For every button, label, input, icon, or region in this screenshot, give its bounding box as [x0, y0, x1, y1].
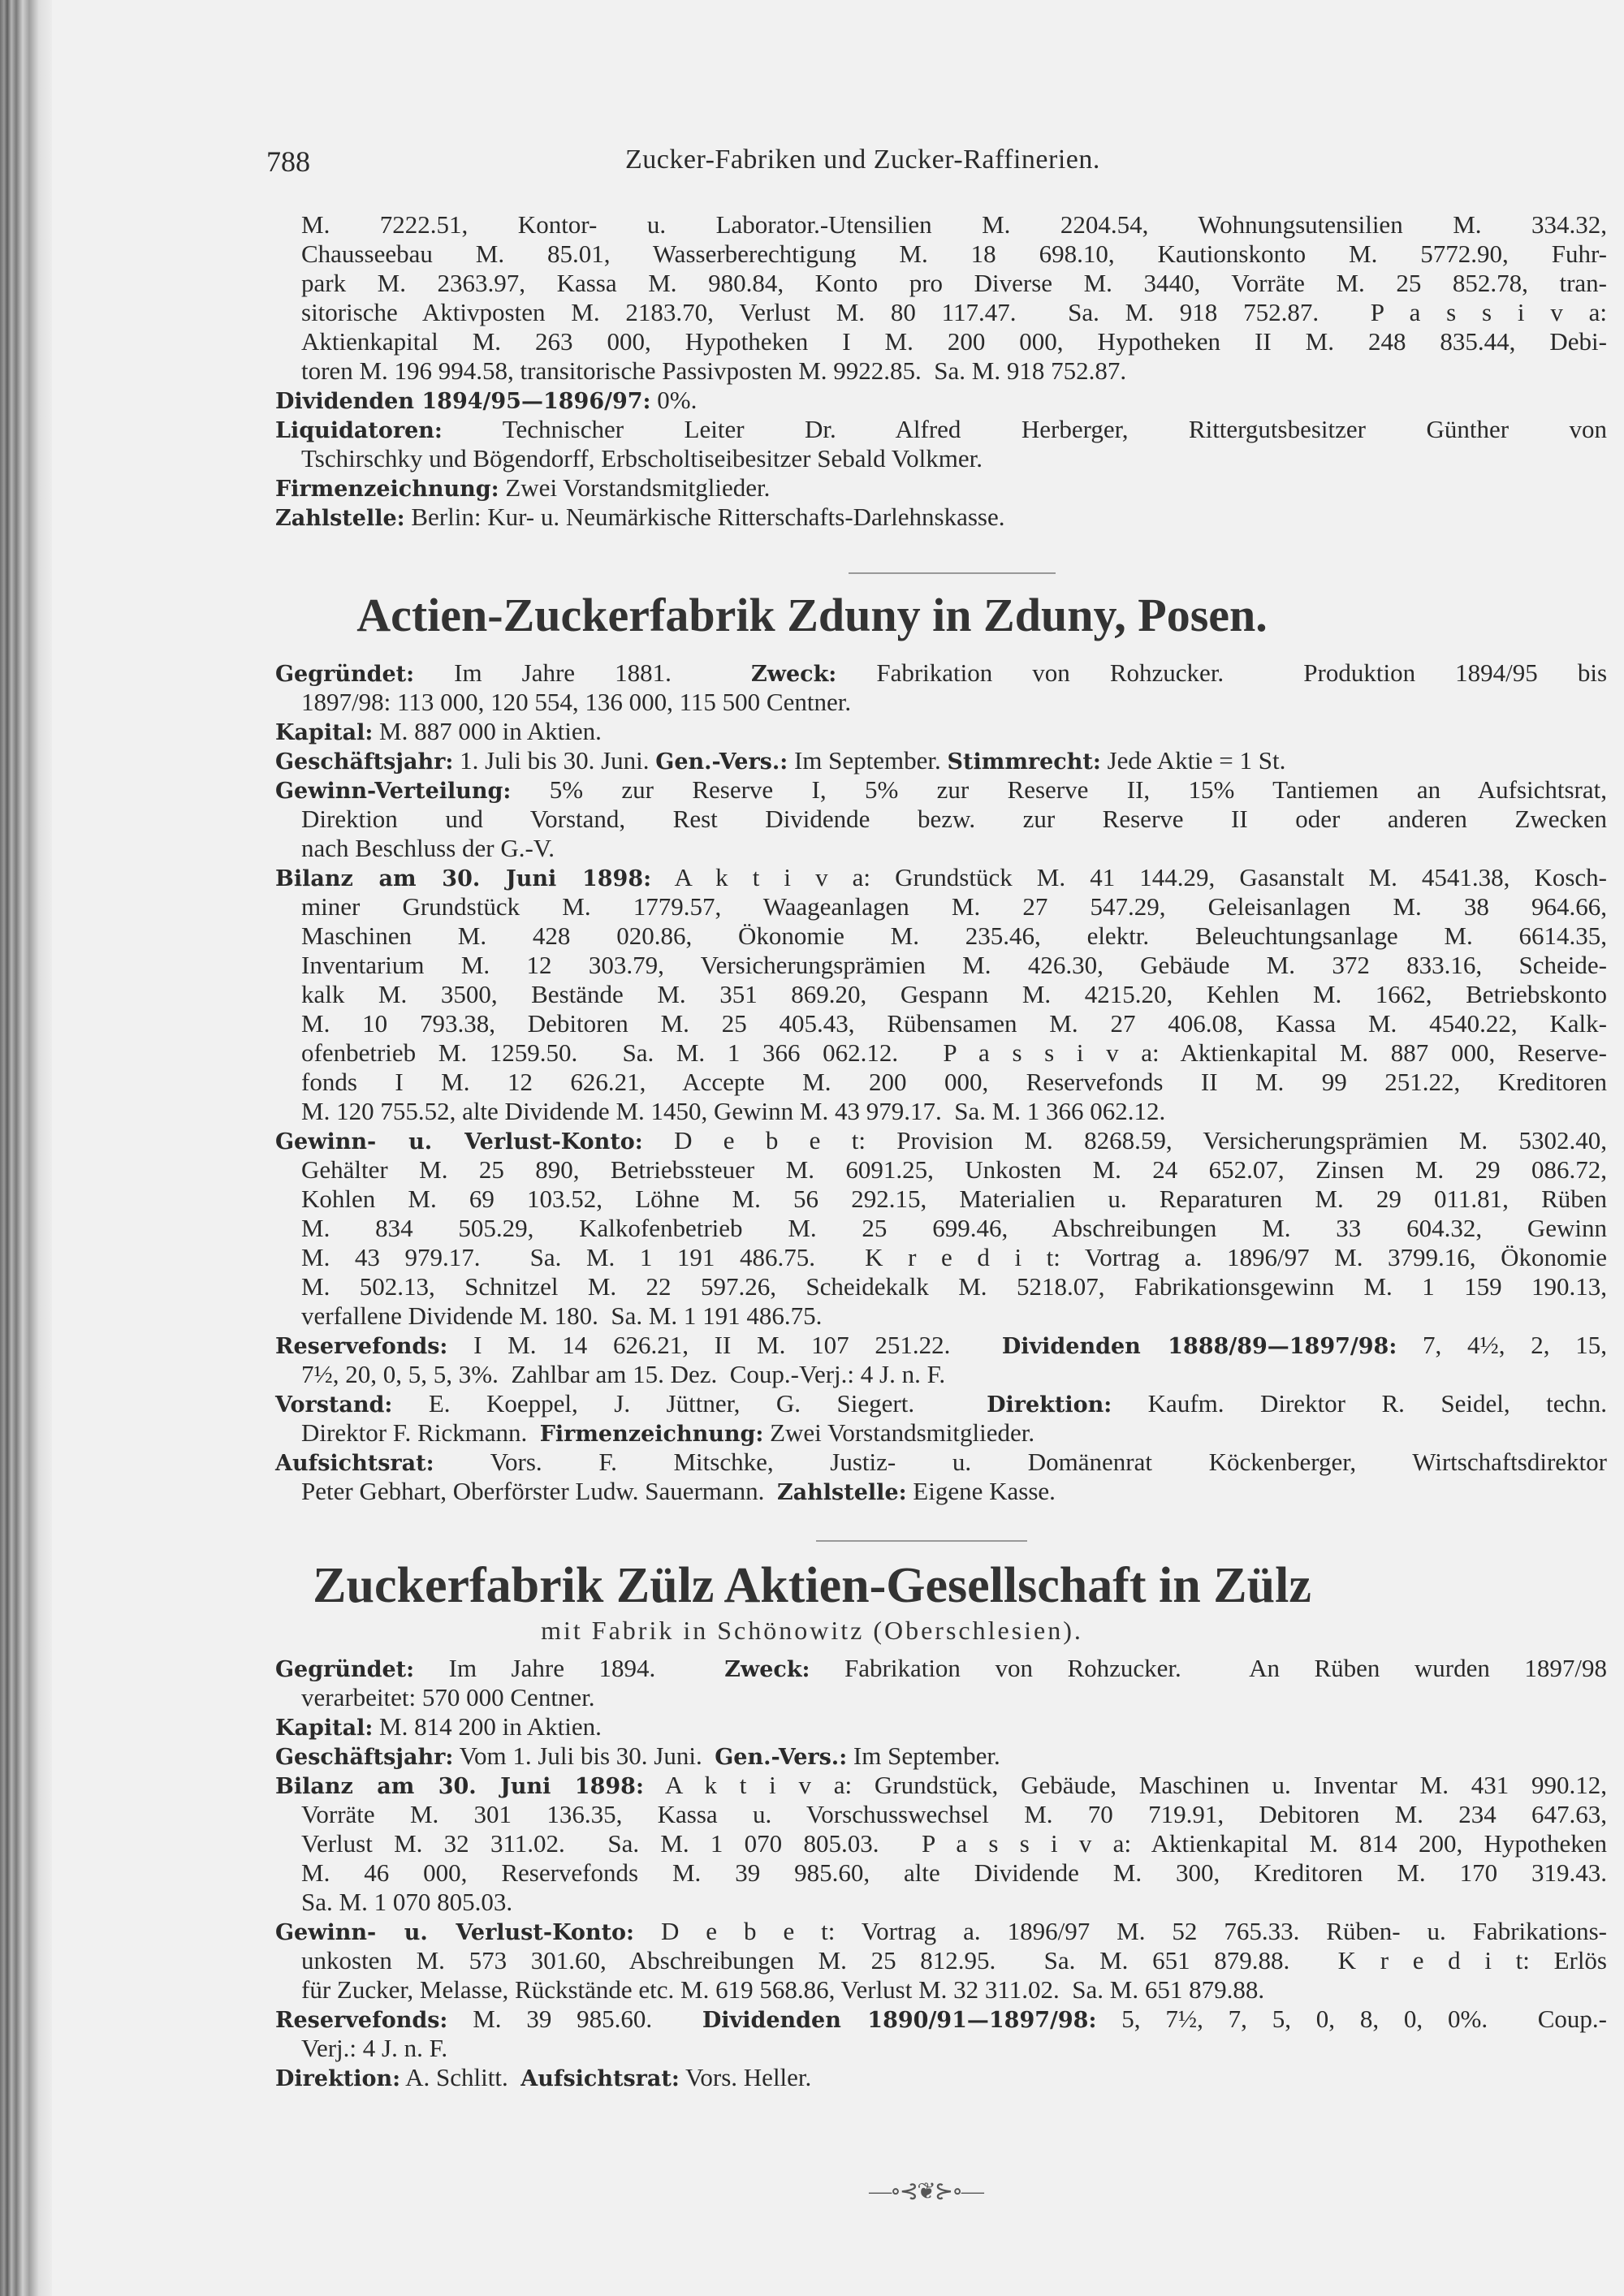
- field-text: Vors. Heller.: [679, 2063, 812, 2091]
- running-head: Zucker-Fabriken und Zucker-Raffinerien.: [625, 145, 1100, 175]
- text-line: [275, 863, 1607, 892]
- text-line: [275, 1888, 1607, 1917]
- field-label: Liquidatoren:: [275, 418, 443, 443]
- field-text: 5% zur Reserve I, 5% zur Reserve II, 15% Tantiemen an Aufsichtsrat,: [511, 775, 1607, 804]
- field-text: A. Schlitt.: [400, 2063, 521, 2091]
- field-label: Zweck:: [751, 662, 837, 687]
- text-line: [275, 1800, 1607, 1829]
- text-line: [275, 1068, 1607, 1097]
- field-label: Zahlstelle:: [275, 506, 405, 531]
- field-text: miner Grundstück M. 1779.57, Waageanlagen M. 27 547.29, Geleisanlagen M. 38 964.66,: [301, 892, 1607, 921]
- field-text: Im Jahre 1881.: [414, 658, 752, 687]
- field-label: Zweck:: [724, 1657, 810, 1682]
- field-text: ofenbetrieb M. 1259.50. Sa. M. 1 366 062.12. P a s s i v a: Aktienkapital M. 887 000, Reserve-: [301, 1038, 1607, 1067]
- field-text: M. 834 505.29, Kalkofenbetrieb M. 25 699.46, Abschreibungen M. 33 604.32, Gewinn: [301, 1214, 1607, 1242]
- field-text: I M. 14 626.21, II M. 107 251.22.: [447, 1331, 1002, 1359]
- section-continued-entry: [275, 210, 1607, 532]
- text-line: [275, 503, 1607, 532]
- text-line: [275, 1272, 1607, 1301]
- field-text: Eigene Kasse.: [906, 1477, 1056, 1505]
- text-line: [275, 1243, 1607, 1272]
- text-line: [275, 1917, 1607, 1946]
- field-text: Berlin: Kur- u. Neumärkische Ritterschafts-Darlehnskasse.: [404, 503, 1005, 531]
- field-text: M. 39 985.60.: [447, 2005, 702, 2033]
- text-line: [275, 240, 1607, 269]
- field-label: Stimmrecht:: [947, 749, 1101, 775]
- text-line: [275, 1946, 1607, 1975]
- field-label: Aufsichtsrat:: [275, 1451, 434, 1476]
- field-text: 1897/98: 113 000, 120 554, 136 000, 115 500 Centner.: [301, 688, 852, 716]
- field-text: verarbeitet: 570 000 Centner.: [301, 1683, 595, 1711]
- field-text: Direktor F. Rickmann.: [301, 1418, 540, 1447]
- text-line: [275, 415, 1607, 444]
- field-label: Geschäftsjahr:: [275, 1745, 454, 1770]
- field-text: 7½, 20, 0, 5, 5, 3%. Zahlbar am 15. Dez. Coup.-Verj.: 4 J. n. F.: [301, 1360, 946, 1388]
- section-title-zduny: Actien-Zuckerfabrik Zduny in Zduny, Posen.: [356, 589, 1268, 641]
- field-text: Im Jahre 1894.: [414, 1654, 725, 1682]
- text-line: [275, 980, 1607, 1009]
- field-label: Bilanz am 30. Juni 1898:: [275, 866, 652, 891]
- field-label: Firmenzeichnung:: [539, 1422, 764, 1447]
- field-text: M. 46 000, Reservefonds M. 39 985.60, alte Dividende M. 300, Kreditoren M. 170 319.43.: [301, 1858, 1607, 1887]
- field-label: Gegründet:: [275, 662, 415, 687]
- field-text: Jede Aktie = 1 St.: [1100, 746, 1286, 775]
- field-text: fonds I M. 12 626.21, Accepte M. 200 000, Reservefonds II M. 99 251.22, Kreditoren: [301, 1068, 1607, 1096]
- field-text: Fabrikation von Rohzucker. Produktion 1894/95 bis: [836, 658, 1608, 687]
- text-line: [275, 327, 1607, 356]
- text-line: [275, 210, 1607, 240]
- text-line: [275, 658, 1607, 688]
- text-line: [275, 892, 1607, 921]
- text-line: [275, 1185, 1607, 1214]
- field-label: Gegründet:: [275, 1657, 415, 1682]
- text-line: [275, 1858, 1607, 1888]
- field-label: Firmenzeichnung:: [275, 477, 499, 502]
- field-text: M. 43 979.17. Sa. M. 1 191 486.75. K r e d i t: Vortrag a. 1896/97 M. 3799.16, Ökonomie: [301, 1243, 1607, 1271]
- field-text: Kohlen M. 69 103.52, Löhne M. 56 292.15, Materialien u. Reparaturen M. 29 011.81, Rüben: [301, 1185, 1607, 1213]
- text-line: [275, 1038, 1607, 1068]
- field-text: Zwei Vorstandsmitglieder.: [763, 1418, 1035, 1447]
- text-line: [275, 298, 1607, 327]
- field-text: Fabrikation von Rohzucker. An Rüben wurden 1897/98: [810, 1654, 1608, 1682]
- text-line: [275, 1741, 1607, 1771]
- field-label: Reservefonds:: [275, 1334, 448, 1359]
- field-label: Gewinn-Verteilung:: [275, 779, 512, 804]
- field-text: Direktion und Vorstand, Rest Dividende bezw. zur Reserve II oder anderen Zwecken: [301, 805, 1607, 833]
- field-text: M. 814 200 in Aktien.: [373, 1712, 602, 1741]
- field-text: Aktienkapital M. 263 000, Hypotheken I M. 200 000, Hypotheken II M. 248 835.44, Debi-: [301, 327, 1607, 356]
- text-line: [275, 1360, 1607, 1389]
- text-line: [275, 1214, 1607, 1243]
- text-line: [275, 1301, 1607, 1331]
- field-text: Zwei Vorstandsmitglieder.: [499, 473, 771, 502]
- field-text: M. 887 000 in Aktien.: [373, 717, 602, 745]
- field-text: Verj.: 4 J. n. F.: [301, 2034, 448, 2062]
- field-text: Gehälter M. 25 890, Betriebssteuer M. 6091.25, Unkosten M. 24 652.07, Zinsen M. 29 086.72,: [301, 1155, 1607, 1184]
- text-line: [275, 775, 1607, 805]
- field-label: Gen.-Vers.:: [715, 1745, 848, 1770]
- text-line: [275, 1654, 1607, 1683]
- field-text: Im September.: [788, 746, 948, 775]
- end-ornament: —∘⊰❦⊱∘—: [869, 2179, 983, 2204]
- text-line: [275, 805, 1607, 834]
- text-line: [275, 444, 1607, 473]
- field-text: für Zucker, Melasse, Rückstände etc. M. 619 568.86, Verlust M. 32 311.02. Sa. M. 651 879.88.: [301, 1975, 1265, 2004]
- text-line: [275, 834, 1607, 863]
- section-zuelz: [275, 1654, 1607, 2092]
- field-label: Direktion:: [987, 1392, 1112, 1418]
- text-line: [275, 1418, 1607, 1448]
- text-line: [275, 688, 1607, 717]
- text-line: [275, 1331, 1607, 1360]
- text-line: [275, 717, 1607, 746]
- text-line: [275, 473, 1607, 503]
- field-text: Chausseebau M. 85.01, Wasserberechtigung M. 18 698.10, Kautionskonto M. 5772.90, Fuhr-: [301, 240, 1607, 268]
- field-text: kalk M. 3500, Bestände M. 351 869.20, Gespann M. 4215.20, Kehlen M. 1662, Betriebskonto: [301, 980, 1607, 1008]
- field-label: Zahlstelle:: [776, 1480, 907, 1505]
- field-text: M. 7222.51, Kontor- u. Laborator.-Utensilien M. 2204.54, Wohnungsutensilien M. 334.32,: [301, 210, 1607, 239]
- text-line: [275, 1126, 1607, 1155]
- field-label: Kapital:: [275, 1716, 374, 1741]
- field-text: Inventarium M. 12 303.79, Versicherungsprämien M. 426.30, Gebäude M. 372 833.16, Scheide-: [301, 951, 1607, 979]
- text-line: [275, 1155, 1607, 1185]
- field-label: Aufsichtsrat:: [520, 2066, 680, 2091]
- text-line: [275, 1097, 1607, 1126]
- text-line: [275, 1477, 1607, 1506]
- text-line: [275, 1389, 1607, 1418]
- text-line: [275, 2034, 1607, 2063]
- text-line: [275, 1829, 1607, 1858]
- field-label: Gen.-Vers.:: [655, 749, 788, 775]
- field-label: Dividenden 1888/89—1897/98:: [1001, 1334, 1397, 1359]
- text-line: [275, 1009, 1607, 1038]
- field-text: Peter Gebhart, Oberförster Ludw. Sauermann.: [301, 1477, 777, 1505]
- field-text: nach Beschluss der G.-V.: [301, 834, 555, 862]
- text-line: [275, 356, 1607, 386]
- field-text: unkosten M. 573 301.60, Abschreibungen M. 25 812.95. Sa. M. 651 879.88. K r e d i t: Erlös: [301, 1946, 1607, 1974]
- field-text: Tschirschky und Bögendorff, Erbscholtiseibesitzer Sebald Volkmer.: [301, 444, 983, 473]
- section-divider: [849, 572, 1056, 574]
- field-label: Dividenden 1894/95—1896/97:: [275, 389, 651, 414]
- field-text: 1. Juli bis 30. Juni.: [453, 746, 656, 775]
- page-number: 788: [266, 145, 310, 178]
- field-text: verfallene Dividende M. 180. Sa. M. 1 191 486.75.: [301, 1301, 823, 1330]
- section-subtitle-zuelz: mit Fabrik in Schönowitz (Oberschlesien).: [541, 1616, 1083, 1645]
- field-label: Geschäftsjahr:: [275, 749, 454, 775]
- text-line: [275, 1975, 1607, 2005]
- field-text: Im September.: [847, 1741, 1000, 1770]
- field-text: 5, 7½, 7, 5, 0, 8, 0, 0%. Coup.-: [1096, 2005, 1607, 2033]
- field-text: E. Koeppel, J. Jüttner, G. Siegert.: [392, 1389, 987, 1418]
- section-zduny: [275, 658, 1607, 1506]
- field-label: Vorstand:: [275, 1392, 393, 1418]
- field-text: toren M. 196 994.58, transitorische Passivposten M. 9922.85. Sa. M. 918 752.87.: [301, 356, 1127, 385]
- field-text: M. 10 793.38, Debitoren M. 25 405.43, Rübensamen M. 27 406.08, Kassa M. 4540.22, Kalk-: [301, 1009, 1607, 1038]
- text-line: [275, 1712, 1607, 1741]
- field-text: M. 502.13, Schnitzel M. 22 597.26, Scheidekalk M. 5218.07, Fabrikationsgewinn M. 1 159 190.13,: [301, 1272, 1607, 1301]
- field-label: Reservefonds:: [275, 2008, 448, 2033]
- field-text: M. 120 755.52, alte Dividende M. 1450, Gewinn M. 43 979.17. Sa. M. 1 366 062.12.: [301, 1097, 1166, 1125]
- field-label: Kapital:: [275, 720, 374, 745]
- section-divider: [816, 1540, 1027, 1542]
- text-line: [275, 2005, 1607, 2034]
- field-text: Verlust M. 32 311.02. Sa. M. 1 070 805.03. P a s s i v a: Aktienkapital M. 814 200, Hypotheken: [301, 1829, 1607, 1858]
- text-line: [275, 386, 1607, 415]
- text-line: [275, 269, 1607, 298]
- text-line: [275, 1448, 1607, 1477]
- field-label: Gewinn- u. Verlust-Konto:: [275, 1920, 635, 1945]
- field-text: Maschinen M. 428 020.86, Ökonomie M. 235.46, elektr. Beleuchtungsanlage M. 6614.35,: [301, 921, 1607, 950]
- field-text: 7, 4½, 2, 15,: [1397, 1331, 1608, 1359]
- field-text: D e b e t: Provision M. 8268.59, Versicherungsprämien M. 5302.40,: [642, 1126, 1607, 1154]
- field-label: Dividenden 1890/91—1897/98:: [702, 2008, 1097, 2033]
- field-text: Vors. F. Mitschke, Justiz- u. Domänenrat Köckenberger, Wirtschaftsdirektor: [434, 1448, 1607, 1476]
- field-label: Gewinn- u. Verlust-Konto:: [275, 1129, 643, 1154]
- field-text: Technischer Leiter Dr. Alfred Herberger, Rittergutsbesitzer Günther von: [442, 415, 1607, 443]
- text-line: [275, 1771, 1607, 1800]
- text-line: [275, 2063, 1607, 2092]
- field-label: Bilanz am 30. Juni 1898:: [275, 1774, 644, 1799]
- field-text: D e b e t: Vortrag a. 1896/97 M. 52 765.33. Rüben- u. Fabrikations-: [634, 1917, 1607, 1945]
- text-line: [275, 1683, 1607, 1712]
- scan-edge: [0, 0, 52, 2296]
- field-text: A k t i v a: Grundstück, Gebäude, Maschinen u. Inventar M. 431 990.12,: [643, 1771, 1607, 1799]
- text-line: [275, 921, 1607, 951]
- field-label: Direktion:: [275, 2066, 401, 2091]
- field-text: Kaufm. Direktor R. Seidel, techn.: [1112, 1389, 1607, 1418]
- field-text: 0%.: [650, 386, 698, 414]
- text-line: [275, 746, 1607, 775]
- field-text: Vom 1. Juli bis 30. Juni.: [453, 1741, 715, 1770]
- field-text: sitorische Aktivposten M. 2183.70, Verlust M. 80 117.47. Sa. M. 918 752.87. P a s s i v a:: [301, 298, 1607, 326]
- field-text: park M. 2363.97, Kassa M. 980.84, Konto pro Diverse M. 3440, Vorräte M. 25 852.78, tran-: [301, 269, 1607, 297]
- field-text: Sa. M. 1 070 805.03.: [301, 1888, 513, 1916]
- field-text: Vorräte M. 301 136.35, Kassa u. Vorschusswechsel M. 70 719.91, Debitoren M. 234 647.63,: [301, 1800, 1607, 1828]
- section-title-zuelz: Zuckerfabrik Zülz Aktien-Gesellschaft in Zülz: [313, 1558, 1311, 1613]
- field-text: A k t i v a: Grundstück M. 41 144.29, Gasanstalt M. 4541.38, Kosch-: [651, 863, 1607, 891]
- text-line: [275, 951, 1607, 980]
